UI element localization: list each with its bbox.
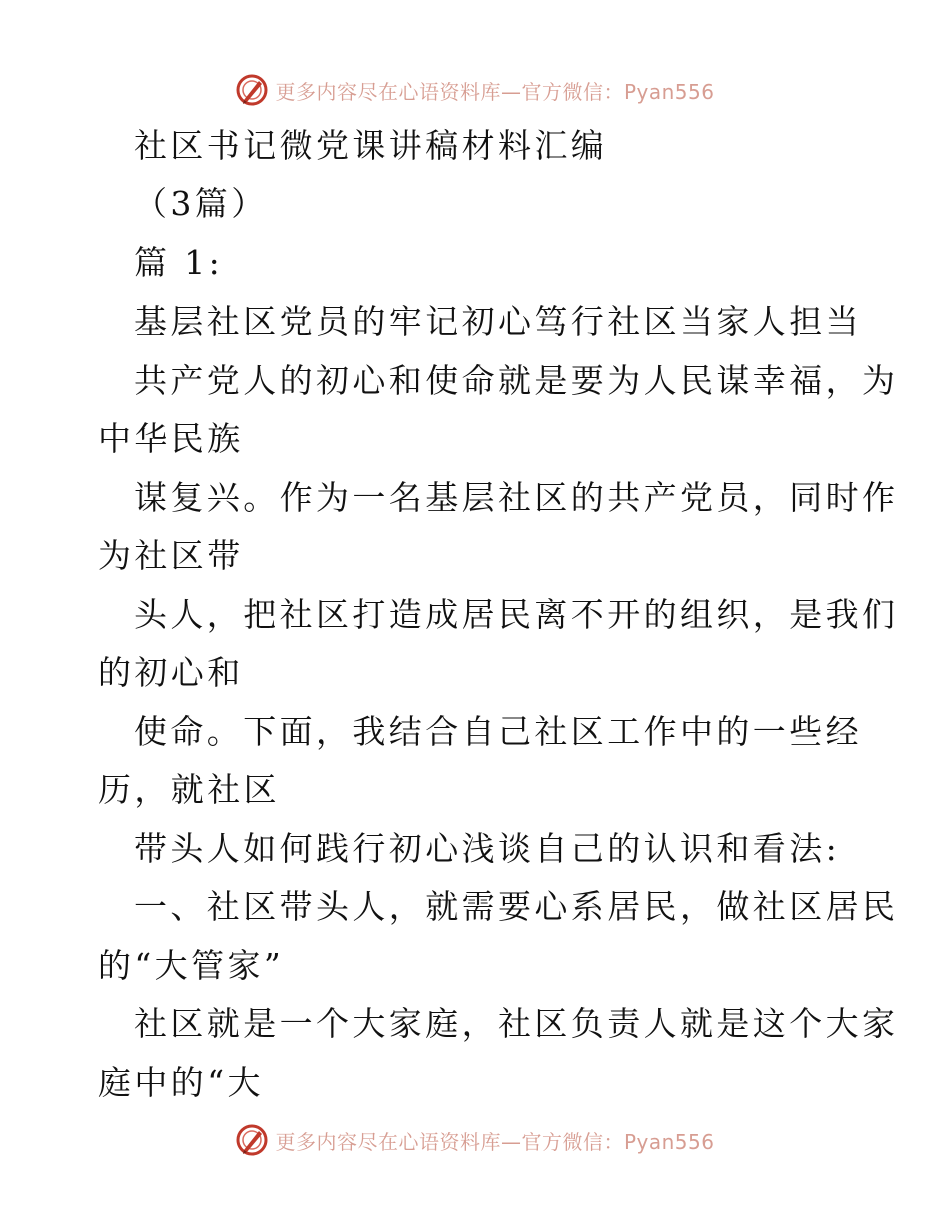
paragraph-line: 庭中的“大 [98, 1063, 264, 1102]
footer-banner [0, 1120, 950, 1160]
section-heading: 基层社区党员的牢记初心笃行社区当家人担当 [134, 302, 862, 341]
footer-banner-text: 更多内容尽在心语资料库—官方微信：Pyan556 [275, 1129, 715, 1154]
paragraph-line: 头人，把社区打造成居民离不开的组织，是我们 [134, 595, 899, 634]
paragraph-line: 共产党人的初心和使命就是要为人民谋幸福，为 [134, 361, 899, 400]
paragraph-line: 的初心和 [98, 653, 244, 692]
header-banner-text: 更多内容尽在心语资料库—官方微信：Pyan556 [275, 79, 715, 104]
paragraph-line: 为社区带 [98, 536, 244, 575]
pen-logo-icon [235, 1123, 269, 1157]
paragraph-line: 带头人如何践行初心浅谈自己的认识和看法: [134, 829, 841, 868]
pen-logo-icon [235, 73, 269, 107]
paragraph-line: 社区就是一个大家庭，社区负责人就是这个大家 [134, 1004, 899, 1043]
document-subtitle: （3篇） [134, 184, 268, 223]
paragraph-line: 历，就社区 [98, 770, 280, 809]
document-title: 社区书记微党课讲稿材料汇编 [134, 126, 608, 165]
paragraph-line: 一、社区带头人，就需要心系居民，做社区居民 [134, 887, 899, 926]
paragraph-line: 的“大管家” [98, 946, 285, 985]
paragraph-line: 中华民族 [98, 419, 244, 458]
paragraph-line: 使命。下面，我结合自己社区工作中的一些经 [134, 712, 862, 751]
section-label: 篇 1: [134, 243, 224, 282]
header-banner [0, 70, 950, 110]
paragraph-line: 谋复兴。作为一名基层社区的共产党员，同时作 [134, 478, 899, 517]
